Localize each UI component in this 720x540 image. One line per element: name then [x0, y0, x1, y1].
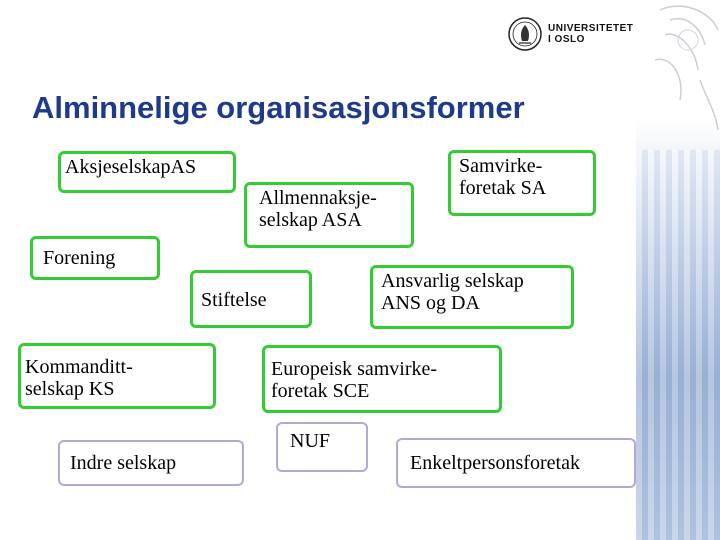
box-indre-selskap-label: Indre selskap — [70, 452, 177, 474]
box-aksjeselskap-label: AksjeselskapAS — [65, 156, 197, 178]
box-enkeltpersonsforetak-label: Enkeltpersonsforetak — [410, 452, 580, 474]
logo-wordmark — [548, 23, 633, 45]
box-nuf — [276, 422, 368, 472]
box-ansvarlig-selskap-label: Ansvarlig selskap ANS og DA — [381, 270, 524, 314]
box-allmennaksjeselskap — [244, 182, 414, 248]
box-stiftelse-label: Stiftelse — [201, 289, 267, 311]
box-ansvarlig-selskap — [370, 265, 574, 329]
university-logo — [508, 14, 638, 54]
box-indre-selskap — [58, 440, 244, 486]
university-seal-icon — [508, 17, 542, 51]
logo-line-2: I OSLO — [548, 34, 585, 45]
box-allmennaksjeselskap-label: Allmennaksje- selskap ASA — [259, 187, 377, 231]
box-enkeltpersonsforetak — [396, 438, 636, 488]
box-stiftelse — [190, 270, 312, 328]
box-europeisk-samvirkeforetak-label: Europeisk samvirke- foretak SCE — [271, 358, 438, 402]
page-title: Alminnelige organisasjonsformer — [32, 90, 525, 125]
box-nuf-label: NUF — [290, 430, 331, 452]
box-kommandittselskap-label: Kommanditt- selskap KS — [25, 356, 133, 400]
box-forening — [30, 236, 160, 280]
box-samvirkeforetak — [448, 150, 596, 216]
box-kommandittselskap — [18, 343, 216, 409]
box-samvirkeforetak-label: Samvirke- foretak SA — [459, 155, 547, 199]
box-aksjeselskap — [58, 151, 236, 193]
box-europeisk-samvirkeforetak — [262, 345, 502, 413]
box-forening-label: Forening — [43, 247, 116, 269]
logo-line-1: UNIVERSITETET — [548, 23, 634, 34]
decorative-column-pattern — [636, 150, 720, 540]
statue-sketch-image — [640, 0, 720, 140]
